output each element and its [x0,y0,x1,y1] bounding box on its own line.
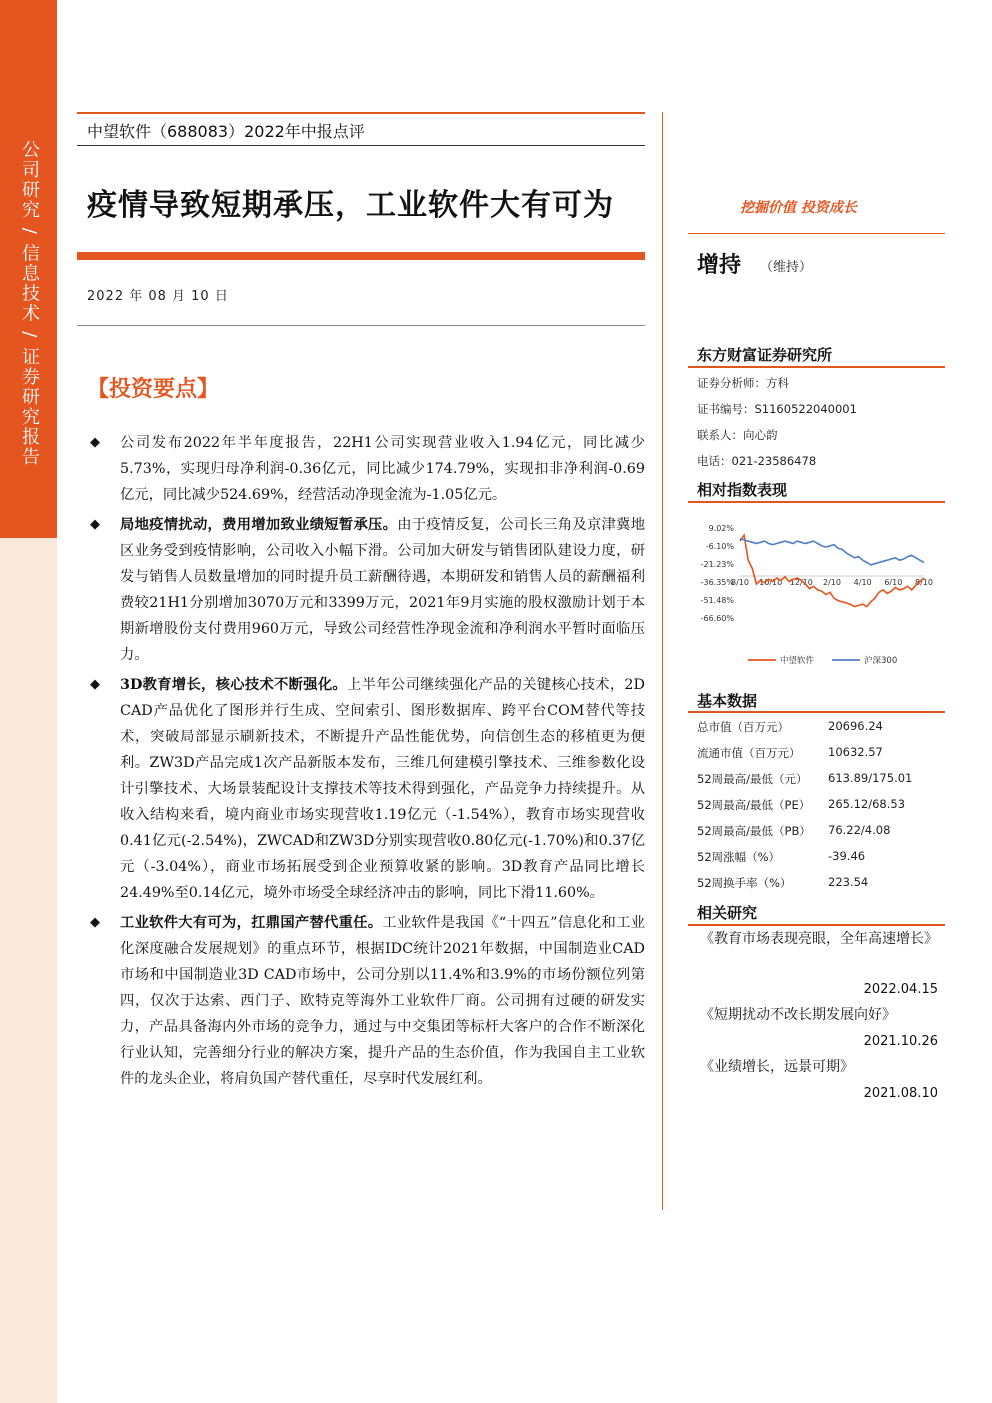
x-tick-label: 6/10 [884,578,903,587]
key-data-value: 76.22/4.08 [828,823,891,837]
key-data-row [697,797,945,813]
key-data-label: 52周最高/最低（元） [697,772,808,786]
key-data-value: -39.46 [828,849,866,863]
diamond-bullet-icon: ◆ [90,517,100,532]
x-tick-label: 8/10 [915,578,933,587]
side-category-label: 公司研究 / 信息技术 / 证券研究报告 [19,140,40,468]
key-data-title: 基本数据 [697,692,758,710]
analyst-name: 证券分析师：方科 [697,376,789,390]
report-date: 2022 年 08 月 10 日 [87,289,229,304]
highlight-text: 由于疫情反复，公司长三角及京津冀地区业务受到疫情影响，公司收入小幅下滑。公司加大研发与销售团队建设力度，研发与销售人员数量增加的同时提升员工薪酬待遇，本期研发和销售人员的薪酬福利费较21H1分别增加3070万元和3399万元，2021年9月实施的股权激励计划于本期新增股份支付费用960万元，导致公司经营性净现金流和净利润水平暂时面临压力。 [120,517,646,663]
investment-highlights-heading: 【投资要点】 [87,376,220,402]
relative-index-chart [688,510,945,680]
x-tick-label: 2/10 [823,578,841,587]
x-tick-label: 12/10 [789,578,813,587]
highlight-text: 工业软件是我国《“十四五”信息化和工业化深度融合发展规划》的重点环节，根据IDC统计2021年数据，中国制造业CAD市场和中国制造业3D CAD市场中，公司分别以11.4%和3.9%的市场份额位列第四，仅次于达索、西门子、欧特克等海外工业软件厂商。公司拥有过硬的研发实力，产品具备海内外市场的竞争力，通过与中交集团等标杆大客户的合作不断深化行业认知，完善细分行业的解决方案，提升产品的生态价值，作为我国自主工业软件的龙头企业，将肩负国产替代重任，尽享时代发展红利。 [120,915,645,1087]
key-data-value: 613.89/175.01 [828,771,913,785]
x-tick-label: 10/10 [759,578,783,587]
slogan: 挖掘价值 投资成长 [740,200,857,216]
related-report-link[interactable]: 《业绩增长，远景可期》 [700,1059,854,1075]
column-divider [662,112,663,1210]
key-data-label: 52周换手率（%） [697,876,792,890]
highlight-lead: 局地疫情扰动，费用增加致业绩短暂承压。 [120,517,398,533]
diamond-bullet-icon: ◆ [90,435,100,450]
rating-note: （维持） [760,260,813,275]
title-rule [77,252,645,260]
highlight-lead: 工业软件大有可为，扛鼎国产替代重任。 [120,915,383,931]
related-report-link[interactable]: 《教育市场表现亮眼，全年高速增长》 [700,931,938,947]
key-data-row [697,719,945,735]
related-research-title: 相关研究 [697,904,758,922]
side-band-light [0,538,57,1403]
key-data-row [697,745,945,761]
contact-name: 联系人：向心韵 [697,428,778,442]
highlight-item [90,512,645,668]
institute-name: 东方财富证券研究所 [697,346,833,364]
date-rule [77,325,645,326]
sidebar-rule [688,501,945,503]
key-data-label: 52周最高/最低（PE） [697,798,811,812]
related-report-date: 2021.08.10 [863,1086,938,1101]
y-tick-label: -6.10% [705,542,734,551]
rating: 增持 [697,253,742,278]
key-data-label: 52周最高/最低（PB） [697,824,811,838]
key-data-row [697,823,945,839]
key-data-row [697,875,945,891]
key-data-label: 52周涨幅（%） [697,850,781,864]
highlight-item [90,910,645,1092]
y-tick-label: -51.48% [700,596,734,605]
sidebar-rule [688,711,945,713]
key-data-label: 流通市值（百万元） [697,746,801,760]
header-rule [77,112,645,114]
related-report-link[interactable]: 《短期扰动不改长期发展向好》 [700,1007,896,1023]
key-data-label: 总市值（百万元） [697,720,789,734]
sidebar-rule [688,366,945,368]
y-tick-label: -21.23% [700,560,734,569]
chart-title: 相对指数表现 [697,481,788,499]
key-data-value: 10632.57 [828,745,883,759]
report-subtitle: 中望软件（688083）2022年中报点评 [87,122,365,141]
sidebar-rule [688,233,945,234]
legend-label: 沪深300 [864,656,898,666]
y-tick-label: -36.35% [700,578,734,587]
y-tick-label: -66.60% [700,614,734,623]
highlight-text: 公司发布2022年半年度报告，22H1公司实现营业收入1.94亿元，同比减少5.73%，实现归母净利润-0.36亿元，同比减少174.79%，实现扣非净利润-0.69亿元，同比减少524.69%，经营活动净现金流为-1.05亿元。 [120,435,645,503]
contact-phone: 电话：021-23586478 [697,454,817,468]
related-report-date: 2022.04.15 [863,982,938,997]
related-report-date: 2021.10.26 [863,1034,938,1049]
key-data-row [697,849,945,865]
key-data-value: 20696.24 [828,719,883,733]
key-data-value: 265.12/68.53 [828,797,906,811]
legend-label: 中望软件 [780,656,815,666]
report-title: 疫情导致短期承压，工业软件大有可为 [87,188,614,223]
investment-highlights-list [90,430,645,1092]
header-rule [77,145,645,146]
analyst-cert: 证书编号：S1160522040001 [697,402,857,416]
x-tick-label: 8/10 [731,578,749,587]
diamond-bullet-icon: ◆ [90,915,100,930]
highlight-lead: 3D教育增长，核心技术不断强化。 [120,677,348,693]
x-tick-label: 4/10 [853,578,872,587]
series-line [740,539,924,565]
key-data-value: 223.54 [828,875,869,889]
key-data-row [697,771,945,787]
diamond-bullet-icon: ◆ [90,677,100,692]
highlight-text: 上半年公司继续强化产品的关键核心技术，2D CAD产品优化了图形并行生成、空间索引、图形数据库、跨平台COM替代等技术，突破局部显示刷新技术，不断提升产品性能优势，向信创生态的移植更为便利。ZW3D产品完成1次产品新版本发布，三维几何建模引擎技术、三维参数化设计引擎技术、大场景装配设计支撑技术等技术得到强化，产品竞争力持续提升。从收入结构来看，境内商业市场实现营收1.19亿元（-1.54%），教育市场实现营收0.41亿元(-2.54%)，ZWCAD和ZW3D分别实现营收0.80亿元(-1.70%)和0.37亿元（-3.04%），商业市场拓展受到企业预算收紧的影响。3D教育产品同比增长24.49%至0.14亿元，境外市场受全球经济冲击的影响，同比下滑11.60%。 [120,677,645,901]
y-tick-label: 9.02% [708,524,734,533]
highlight-item [90,430,645,508]
highlight-item [90,672,645,906]
